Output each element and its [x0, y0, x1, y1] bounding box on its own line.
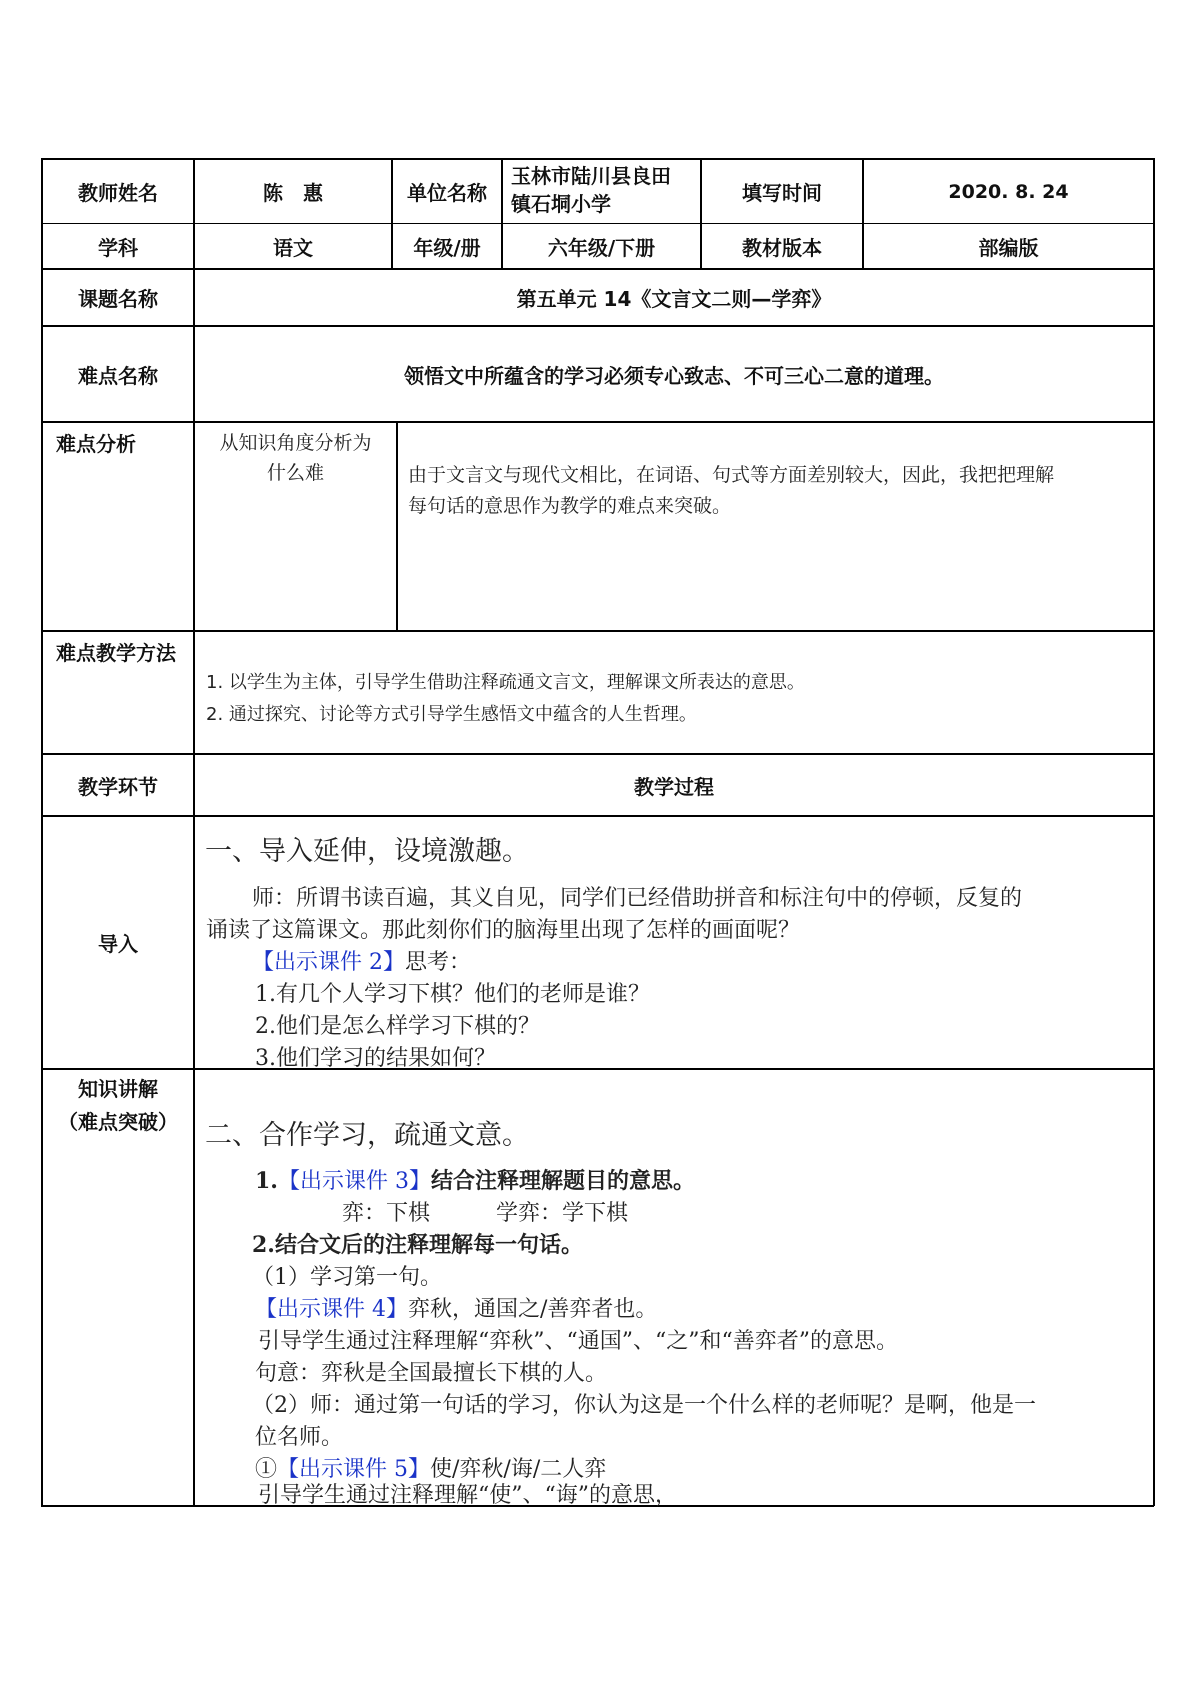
courseware-tag-2: 【出示课件 2】 — [252, 950, 405, 975]
analysis-sub-label — [196, 428, 395, 488]
intro-question-1: 1.有几个人学习下棋？他们的老师是谁？ — [255, 982, 650, 1007]
unit-name-line1: 玉林市陆川县良田 — [511, 164, 671, 188]
intro-para-line1: 师：所谓书读百遍，其义自见，同学们已经借助拼音和标注句中的停顿，反复的 — [252, 886, 1023, 911]
step-2-sub-2-line2: 位名师。 — [255, 1425, 344, 1450]
step-2-sub-2-line1: （2）师：通过第一句话的学习，你认为这是一个什么样的老师呢？是啊，他是一 — [252, 1393, 1036, 1418]
process-header-left: 教学环节 — [78, 774, 158, 799]
step-1-text: 结合注释理解题目的意思。 — [430, 1168, 695, 1194]
step-2-sub-1: （1）学习第一句。 — [252, 1265, 442, 1290]
topic-value: 第五单元 14《文言文二则—学弈》 — [516, 287, 832, 311]
row-divider — [41, 1068, 1154, 1070]
method-item-2: 2. 通过探究、讨论等方式引导学生感悟文中蕴含的人生哲理。 — [206, 704, 697, 725]
intro-question-2: 2.他们是怎么样学习下棋的？ — [255, 1014, 540, 1039]
intro-heading: 一、导入延伸，设境激趣。 — [205, 836, 529, 867]
row-divider — [41, 815, 1154, 817]
analysis-text-line2: 每句话的意思作为教学的难点来突破。 — [408, 495, 732, 517]
intro-courseware-line — [252, 945, 471, 976]
intro-think: 思考： — [405, 950, 472, 975]
teacher-name-value: 陈 惠 — [263, 181, 323, 205]
courseware-tag-5: 【出示课件 5】 — [277, 1457, 431, 1482]
unit-name-label: 单位名称 — [407, 181, 487, 205]
col-divider — [396, 421, 398, 631]
step-2-meaning: 句意：弈秋是全国最擅长下棋的人。 — [255, 1361, 608, 1386]
row-divider — [41, 421, 1154, 423]
circled-number-1: ① — [255, 1457, 278, 1482]
fill-time-label: 填写时间 — [742, 181, 822, 205]
knowledge-label-line1: 知识讲解 — [78, 1077, 158, 1101]
step-1-definition: 弈：下棋 学弈：学下棋 — [342, 1201, 629, 1226]
intro-para-line2: 诵读了这篇课文。那此刻你们的脑海里出现了怎样的画面呢？ — [206, 918, 801, 943]
courseware-tag-4: 【出示课件 4】 — [255, 1297, 408, 1322]
step-2-sentence: 弈秋，通国之/善弈者也。 — [408, 1297, 658, 1322]
intro-label: 导入 — [98, 932, 138, 956]
analysis-text-line1: 由于文言文与现代文相比，在词语、句式等方面差别较大，因此，我把把理解 — [408, 464, 1055, 486]
method-item-1: 1. 以学生为主体，引导学生借助注释疏通文言文，理解课文所表达的意思。 — [206, 672, 805, 693]
edition-value: 部编版 — [978, 235, 1039, 260]
knowledge-label-line2: （难点突破） — [58, 1110, 178, 1134]
step-3-guide: 引导学生通过注释理解“使”、“诲”的意思， — [258, 1483, 677, 1508]
difficulty-value: 领悟文中所蕴含的学习必须专心致志、不可三心二意的道理。 — [404, 363, 944, 388]
grade-value: 六年级/下册 — [547, 235, 656, 260]
analysis-sub-label-line2: 什么难 — [266, 462, 324, 484]
subject-label: 学科 — [98, 235, 138, 260]
grade-label: 年级/册 — [413, 235, 481, 260]
table-border-right — [1153, 158, 1155, 1506]
intro-question-3: 3.他们学习的结果如何？ — [255, 1046, 496, 1071]
knowledge-heading: 二、合作学习，疏通文意。 — [205, 1120, 529, 1151]
edition-label: 教材版本 — [742, 235, 822, 260]
step-2-courseware-line — [255, 1292, 657, 1323]
topic-label: 课题名称 — [78, 287, 158, 311]
analysis-sub-label-line1: 从知识角度分析为 — [219, 432, 372, 454]
difficulty-label: 难点名称 — [78, 363, 158, 388]
teacher-name-label: 教师姓名 — [78, 181, 158, 205]
knowledge-label — [43, 1073, 193, 1139]
step-2-guide: 引导学生通过注释理解“弈秋”、“通国”、“之”和“善弈者”的意思。 — [258, 1329, 898, 1354]
unit-name-value — [511, 162, 699, 222]
knowledge-step-2: 2.结合文后的注释理解每一句话。 — [252, 1232, 583, 1258]
row-divider — [41, 630, 1154, 632]
subject-value: 语文 — [273, 235, 313, 260]
fill-time-value: 2020. 8. 24 — [948, 180, 1069, 203]
unit-name-line2: 镇石垌小学 — [511, 192, 611, 216]
step-1-number: 1. — [255, 1168, 278, 1194]
knowledge-step-1 — [255, 1164, 695, 1195]
process-header-right: 教学过程 — [634, 774, 714, 799]
courseware-tag-3: 【出示课件 3】 — [277, 1169, 431, 1194]
analysis-label: 难点分析 — [56, 432, 136, 456]
step-3-sentence: 使/弈秋/诲/二人弈 — [430, 1457, 607, 1482]
method-label: 难点教学方法 — [56, 641, 176, 665]
